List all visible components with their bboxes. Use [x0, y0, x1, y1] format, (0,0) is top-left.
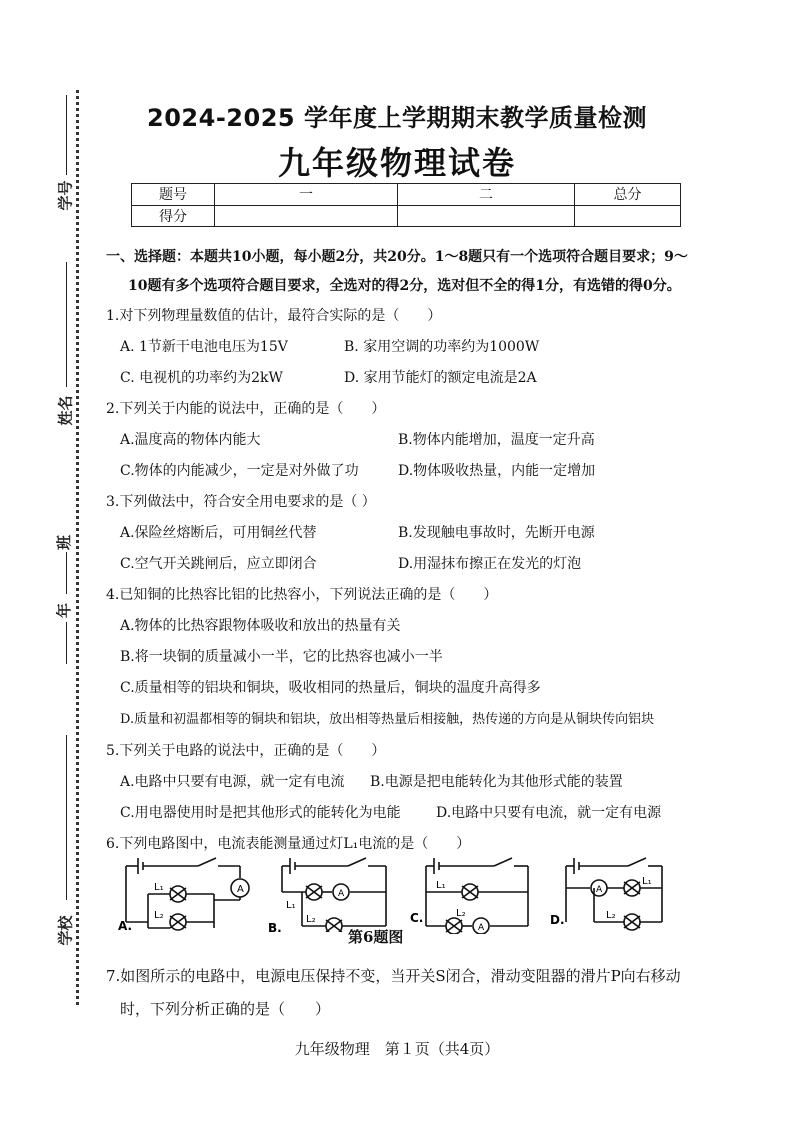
student-number-label: 学号 — [56, 180, 75, 211]
q5-stem: 5.下列关于电路的说法中，正确的是（ ） — [106, 743, 386, 759]
circuit-b-label: B. — [268, 921, 282, 932]
score-table-header-label: 题号 — [132, 184, 215, 206]
q7-stem-line1: 7.如图所示的电路中，电源电压保持不变，当开关S闭合，滑动变阻器的滑片P向右移动 — [106, 967, 681, 985]
circuit-diagram-a[interactable] — [118, 852, 253, 932]
circuit-a-label: A. — [118, 919, 133, 932]
class-label: 班 — [55, 534, 74, 551]
q2-option-d[interactable]: D.物体吸收热量，内能一定增加 — [398, 463, 596, 479]
q2-option-c[interactable]: C.物体的内能减少，一定是对外做了功 — [120, 463, 359, 479]
score-table-score-label: 得分 — [132, 205, 215, 227]
ammeter-label: A — [237, 884, 244, 895]
score-table — [131, 183, 681, 227]
grade-blank — [66, 622, 67, 664]
binding-dotted-line — [76, 90, 79, 1005]
q4-option-b[interactable]: B.将一块铜的质量减小一半，它的比热容也减小一半 — [120, 649, 443, 665]
section1-instructions-line1: 一、选择题：本题共10小题，每小题2分，共20分。1～8题只有一个选项符合题目要求；9～ — [106, 249, 688, 265]
score-cell-2[interactable] — [398, 205, 575, 227]
q7-stem-line2: 时，下列分析正确的是（ ） — [120, 1000, 331, 1018]
svg-text:L₁: L₁ — [154, 882, 164, 893]
q1-option-a[interactable]: A. 1节新干电池电压为15V — [120, 339, 288, 355]
svg-text:A: A — [596, 885, 603, 895]
svg-text:L₂: L₂ — [306, 914, 316, 925]
q4-option-d[interactable]: D.质量和初温都相等的铜块和铝块，放出相等热量后相接触，热传递的方向是从铜块传向铝块 — [120, 712, 655, 727]
svg-text:L₁: L₁ — [436, 880, 446, 891]
circuit-diagram-b[interactable] — [268, 852, 403, 932]
q4-stem: 4.已知铜的比热容比铝的比热容小，下列说法正确的是（ ） — [106, 587, 498, 603]
q1-option-c[interactable]: C. 电视机的功率约为2kW — [120, 370, 283, 386]
exam-title: 2024-2025 学年度上学期期末教学质量检测 — [147, 104, 647, 132]
score-table-col-total: 总分 — [575, 184, 681, 206]
score-cell-total[interactable] — [575, 205, 681, 227]
svg-text:L₂: L₂ — [154, 910, 164, 921]
circuit-c-label: C. — [410, 911, 424, 925]
svg-text:L₁: L₁ — [642, 876, 652, 887]
exam-subject-title: 九年级物理试卷 — [277, 144, 516, 182]
page-footer: 九年级物理 第１页（共4页） — [294, 1040, 500, 1058]
grade-label: 年 — [55, 602, 74, 619]
q5-option-d[interactable]: D.电路中只要有电流，就一定有电源 — [436, 805, 662, 821]
q3-option-d[interactable]: D.用湿抹布擦正在发光的灯泡 — [398, 556, 582, 572]
q2-option-a[interactable]: A.温度高的物体内能大 — [120, 432, 261, 448]
school-blank — [66, 735, 67, 900]
svg-text:A: A — [338, 889, 345, 899]
score-cell-1[interactable] — [215, 205, 398, 227]
score-table-col-2: 二 — [398, 184, 575, 206]
svg-text:A: A — [478, 923, 485, 933]
q1-option-b[interactable]: B. 家用空调的功率约为1000W — [344, 339, 540, 355]
q3-option-a[interactable]: A.保险丝熔断后，可用铜丝代替 — [120, 525, 317, 541]
q4-option-c[interactable]: C.质量相等的铝块和铜块，吸收相同的热量后，铜块的温度升高得多 — [120, 680, 541, 696]
score-table-col-1: 一 — [215, 184, 398, 206]
q3-stem: 3.下列做法中，符合安全用电要求的是（ ） — [106, 494, 376, 510]
school-label: 学校 — [56, 915, 75, 946]
class-blank — [66, 552, 67, 594]
circuit-diagram-d[interactable] — [550, 852, 685, 932]
svg-text:L₂: L₂ — [606, 910, 616, 921]
name-label: 姓名 — [56, 395, 75, 426]
q3-option-b[interactable]: B.发现触电事故时，先断开电源 — [398, 525, 595, 541]
svg-text:L₁: L₁ — [286, 900, 296, 911]
q5-option-c[interactable]: C.用电器使用时是把其他形式的能转化为电能 — [120, 805, 401, 821]
q3-option-c[interactable]: C.空气开关跳闸后，应立即闭合 — [120, 556, 317, 572]
q1-option-d[interactable]: D. 家用节能灯的额定电流是2A — [344, 370, 537, 386]
name-blank — [66, 262, 67, 387]
circuit-diagram-c[interactable] — [410, 852, 545, 934]
q1-stem: 1.对下列物理量数值的估计，最符合实际的是（ ） — [106, 308, 442, 324]
q6-figure-caption: 第6题图 — [348, 928, 404, 946]
section1-instructions-line2: 10题有多个选项符合题目要求，全选对的得2分，选对但不全的得1分，有选错的得0分。 — [128, 278, 681, 294]
q4-option-a[interactable]: A.物体的比热容跟物体吸收和放出的热量有关 — [120, 618, 401, 634]
circuit-d-label: D. — [550, 913, 565, 927]
q2-stem: 2.下列关于内能的说法中，正确的是（ ） — [106, 401, 386, 417]
q2-option-b[interactable]: B.物体内能增加，温度一定升高 — [398, 432, 595, 448]
q5-option-a[interactable]: A.电路中只要有电源，就一定有电流 — [120, 774, 345, 790]
svg-text:L₂: L₂ — [456, 908, 466, 919]
q5-option-b[interactable]: B.电源是把电能转化为其他形式能的装置 — [370, 774, 623, 790]
q6-stem: 6.下列电路图中，电流表能测量通过灯L₁电流的是（ ） — [106, 836, 471, 852]
